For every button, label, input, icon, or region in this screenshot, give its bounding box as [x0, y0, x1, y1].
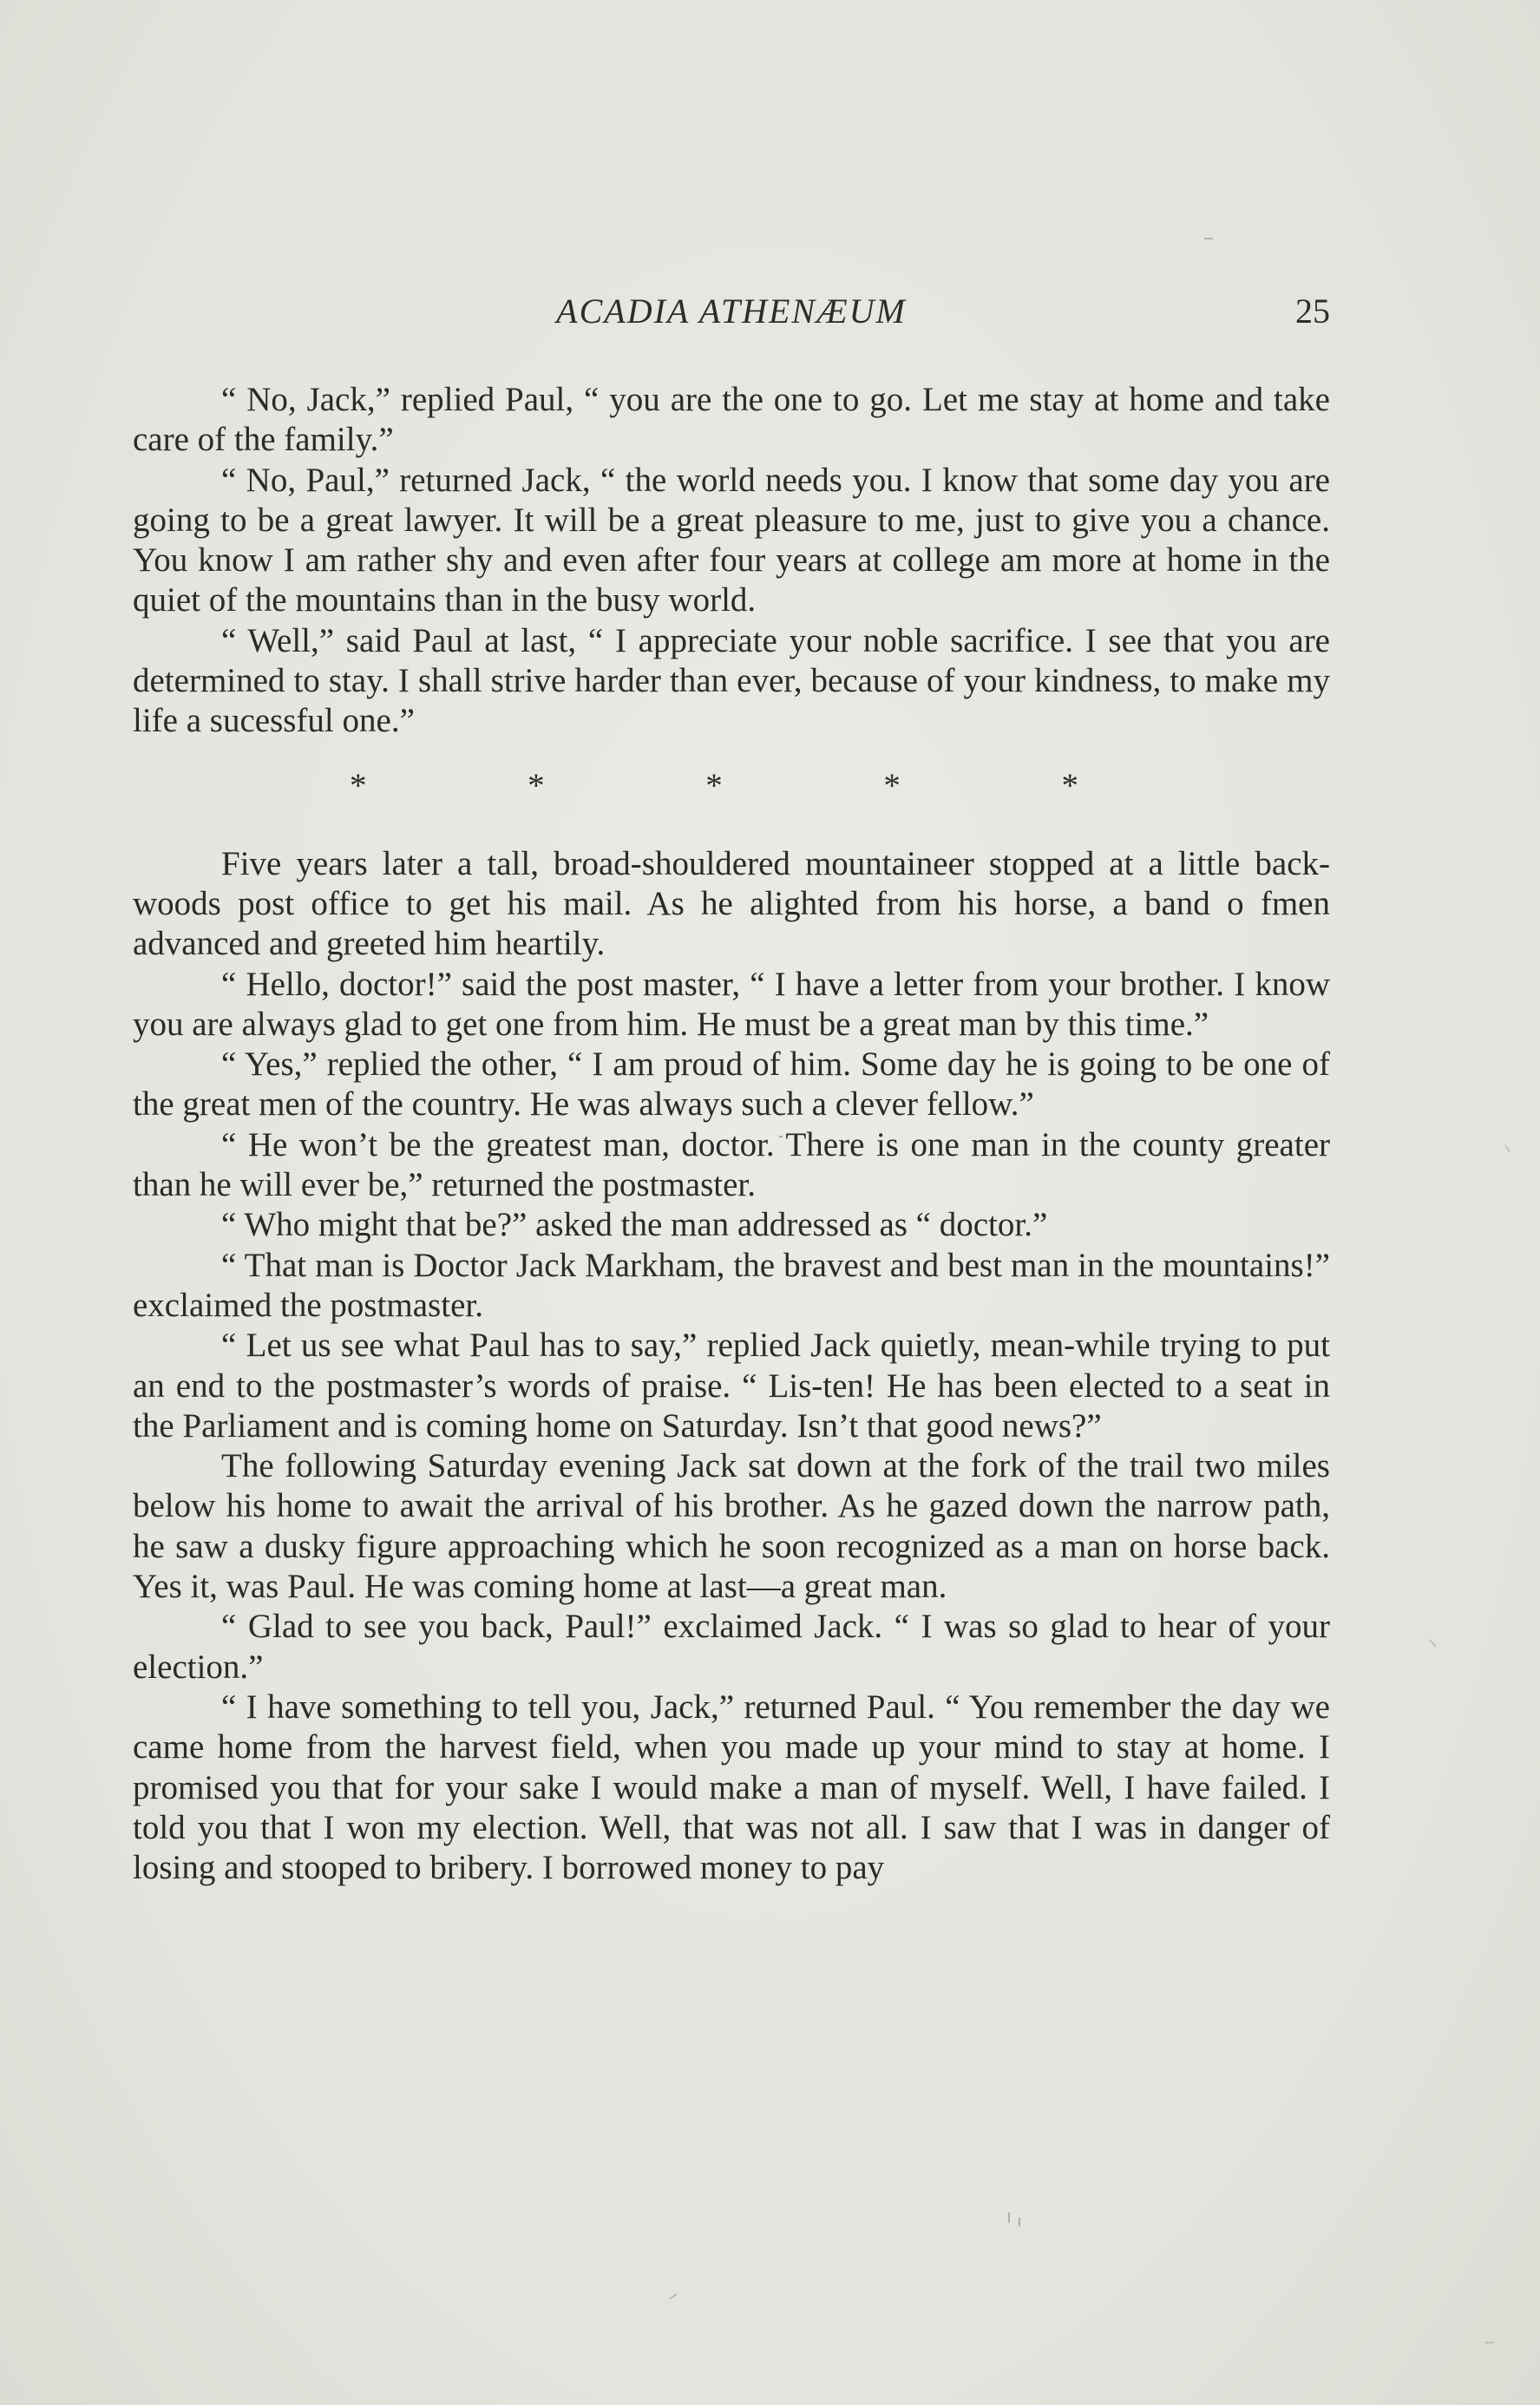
paragraph: “ No, Paul,” returned Jack, “ the world needs you. I know that some day you are going to be a great lawyer. It will be a great pleasure to me, just to give you a chance. You know I am rather shy and even after four years at college am more at home in the quiet of the mountains than in the busy world.	[133, 461, 1330, 619]
article-body	[133, 380, 1330, 1888]
page-header	[133, 291, 1330, 343]
paragraph: “ Yes,” replied the other, “ I am proud of him. Some day he is going to be one of the great men of the country. He was always such a clever fellow.”	[133, 1045, 1330, 1124]
running-title: ACADIA ATHENÆUM	[556, 292, 907, 331]
paragraph: “ He won’t be the greatest man, doctor. There is one man in the county greater than he will ever be,” returned the postmaster.	[133, 1125, 1330, 1204]
asterisk: *	[350, 766, 367, 804]
paragraph: Five years later a tall, broad-shouldered mountaineer stopped at a little back-woods post office to get his mail. As he alighted from his horse, a band o fmen advanced and greeted him heartily.	[133, 844, 1330, 963]
paragraph: “ That man is Doctor Jack Markham, the bravest and best man in the mountains!” exclaimed the postmaster.	[133, 1246, 1330, 1324]
paragraph: “ Hello, doctor!” said the post master, “ I have a letter from your brother. I know you are always glad to get one from him. He must be a great man by this time.”	[133, 965, 1330, 1043]
asterisk: *	[883, 766, 901, 804]
asterisk: *	[1061, 766, 1078, 804]
paragraph: “ No, Jack,” replied Paul, “ you are the one to go. Let me stay at home and take care of the family.”	[133, 381, 1330, 459]
asterisk: *	[705, 766, 723, 804]
page-number: 25	[1295, 292, 1330, 331]
asterisk: *	[528, 766, 545, 804]
speck	[670, 2294, 677, 2299]
speck	[1430, 1640, 1436, 1647]
paragraph: The following Saturday evening Jack sat down at the fork of the trail two miles below his home to await the arrival of his brother. As he gazed down the narrow path, he saw a dusky figure approaching which he soon recognized as a man on horse back. Yes it, was Paul. He was coming home at last—a great man.	[133, 1447, 1330, 1606]
paragraph: “ Glad to see you back, Paul!” exclaimed Jack. “ I was so glad to hear of your election.”	[133, 1608, 1330, 1686]
paragraph: “ Well,” said Paul at last, “ I appreciate your noble sacrifice. I see that you are determined to stay. I shall strive harder than ever, because of your kindness, to make my life a sucessful one.”	[133, 621, 1330, 740]
paragraph: “ Let us see what Paul has to say,” replied Jack quietly, mean-while trying to put an end to the postmaster’s words of praise. “ Lis-ten! He has been elected to a seat in the Parliament and is coming home on Saturday. Isn’t that good news?”	[133, 1327, 1330, 1445]
speck	[1505, 1145, 1510, 1152]
paragraph: “ I have something to tell you, Jack,” returned Paul. “ You remember the day we came home from the harvest field, when you made up your mind to stay at home. I promised you that for your sake I would make a man of myself. Well, I have failed. I told you that I won my election. Well, that was not all. I saw that I was in danger of losing and stooped to bribery. I borrowed money to pay	[133, 1687, 1330, 1887]
section-break	[350, 766, 1078, 806]
paragraph: “ Who might that be?” asked the man addressed as “ doctor.”	[221, 1206, 1048, 1244]
